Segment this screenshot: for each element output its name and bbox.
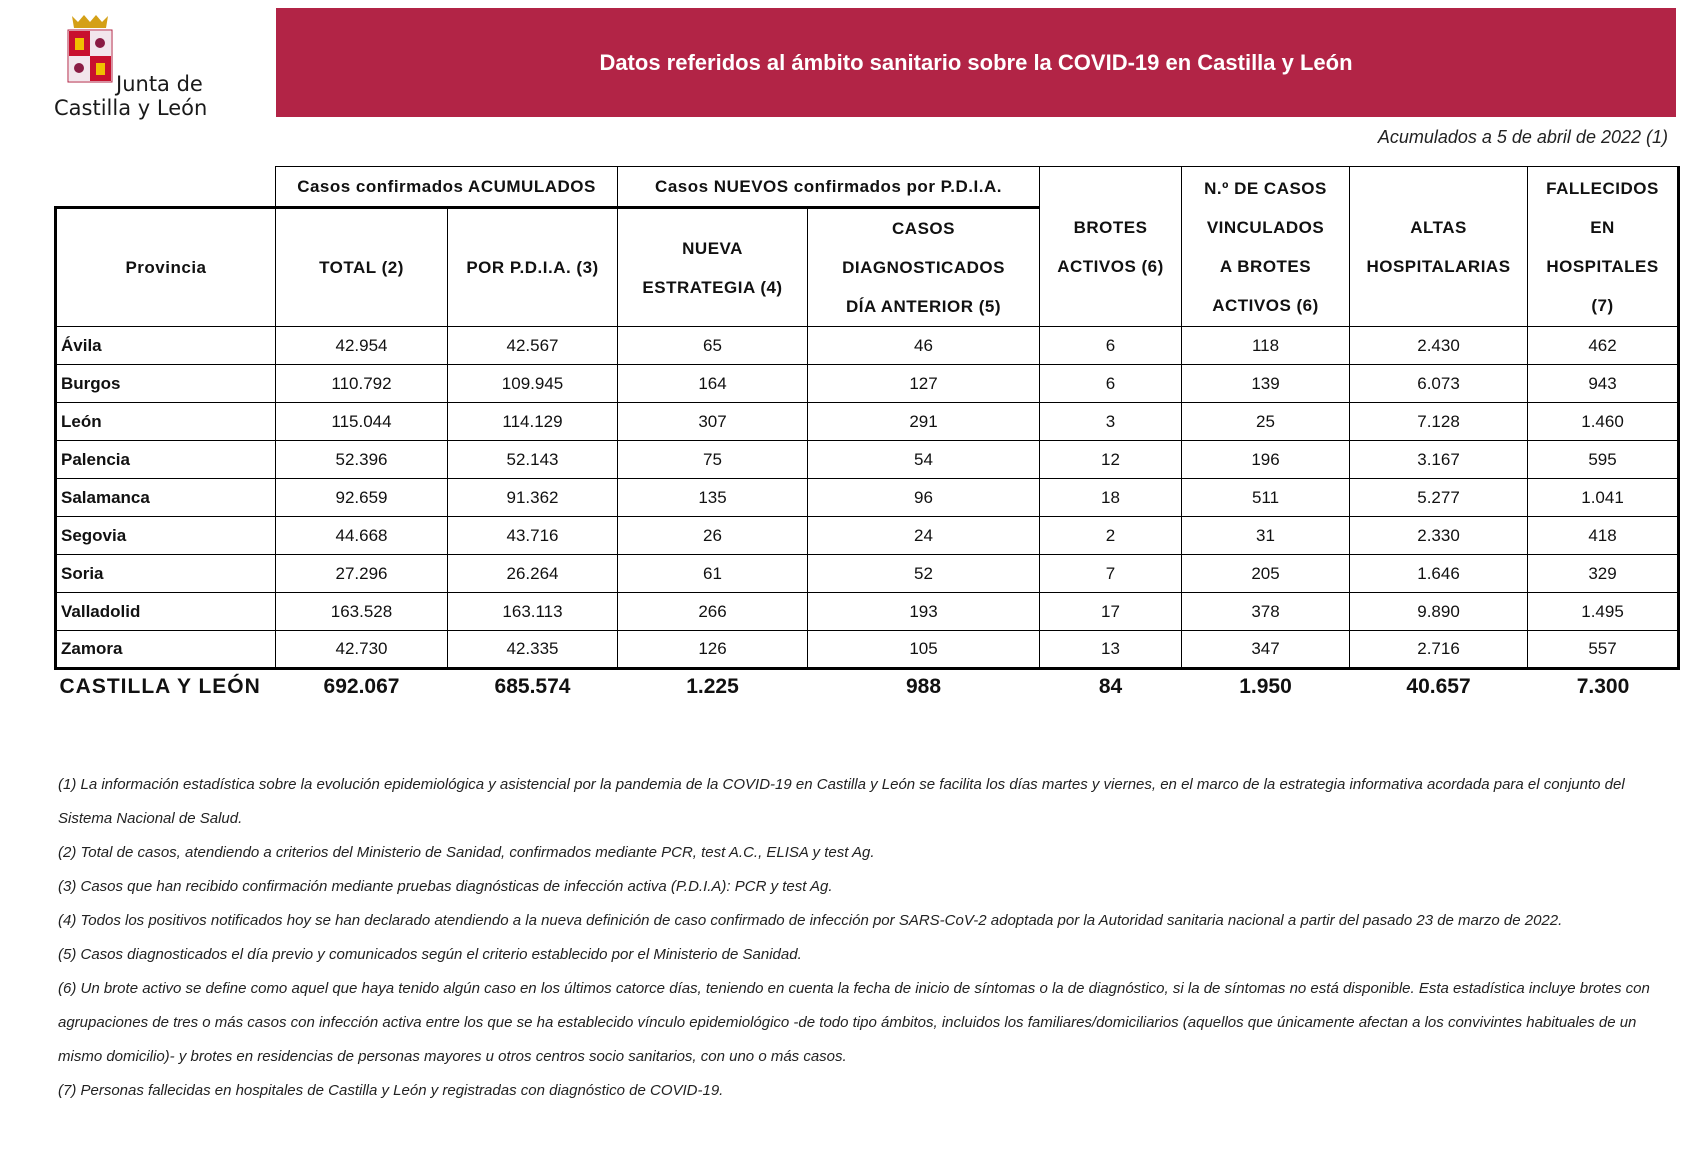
- data-cell: 18: [1040, 479, 1182, 517]
- accumulated-date: Acumulados a 5 de abril de 2022 (1): [1377, 127, 1668, 147]
- data-cell: 61: [618, 555, 808, 593]
- data-cell: 17: [1040, 593, 1182, 631]
- header-total: TOTAL (2): [276, 208, 448, 327]
- data-cell: 25: [1182, 403, 1350, 441]
- header-provincia: Provincia: [56, 208, 276, 327]
- total-cell: 40.657: [1406, 675, 1471, 698]
- header-altas-line: HOSPITALARIAS: [1366, 256, 1511, 276]
- data-cell: 7: [1040, 555, 1182, 593]
- data-cell: 26: [618, 517, 808, 555]
- province-name: Ávila: [56, 327, 276, 365]
- header-vinculados-line: A BROTES: [1219, 256, 1312, 276]
- data-cell: 7.128: [1350, 403, 1528, 441]
- footnotes: [58, 768, 1658, 1108]
- header-vinculados: [1182, 167, 1350, 327]
- data-cell: 1.041: [1528, 479, 1679, 517]
- data-cell: 105: [808, 631, 1040, 669]
- data-cell: 193: [808, 593, 1040, 631]
- data-cell: 3.167: [1350, 441, 1528, 479]
- total-cell: 1.225: [686, 675, 739, 698]
- data-cell: 3: [1040, 403, 1182, 441]
- total-cell: 84: [1098, 675, 1123, 698]
- data-cell: 12: [1040, 441, 1182, 479]
- header-brotes: [1040, 167, 1182, 327]
- footnote: (6) Un brote activo se define como aquel que haya tenido algún caso en los últimos catorce días, teniendo en cuenta la fecha de inicio de síntomas o la de diagnóstico, si la de síntomas no está disponible. Esta estadística incluye brotes con agrupaciones de tres o más casos con infección activa entre los que se ha establecido vínculo epidemiológico -de todo tipo ámbitos, incluidos los familiares/domiciliarios (aquellos que únicamente afectan a los convivintes habituales de un mismo domicilio)- y brotes en residencias de personas mayores u otros centros socio sanitarios, con uno o más casos.: [58, 980, 1650, 1065]
- header-blank: [56, 167, 276, 208]
- data-cell: 42.730: [276, 631, 448, 669]
- table-row: [56, 517, 1679, 555]
- total-cell: 685.574: [494, 675, 571, 698]
- data-cell: 6: [1040, 327, 1182, 365]
- header-altas: [1350, 167, 1528, 327]
- data-cell: 52.396: [276, 441, 448, 479]
- data-cell: 127: [808, 365, 1040, 403]
- data-cell: 24: [808, 517, 1040, 555]
- header-brotes-line: BROTES: [1073, 217, 1148, 237]
- coat-of-arms-icon: [66, 14, 114, 86]
- header-altas-line: ALTAS: [1410, 217, 1467, 237]
- data-cell: 52: [808, 555, 1040, 593]
- data-cell: 42.335: [448, 631, 618, 669]
- header-casos-line: CASOS: [892, 219, 955, 238]
- data-cell: 2: [1040, 517, 1182, 555]
- data-cell: 46: [808, 327, 1040, 365]
- footnote: (1) La información estadística sobre la evolución epidemiológica y asistencial por la pandemia de la COVID-19 en Castilla y León se facilita los días martes y viernes, en el marco de la estrategia informativa acordada para el conjunto del Sistema Nacional de Salud.: [58, 776, 1625, 827]
- data-cell: 31: [1182, 517, 1350, 555]
- logo-text-junta: Junta de: [116, 72, 203, 96]
- header-por-pdia: POR P.D.I.A. (3): [448, 208, 618, 327]
- data-cell: 5.277: [1350, 479, 1528, 517]
- data-cell: 595: [1528, 441, 1679, 479]
- table-row: [56, 327, 1679, 365]
- data-cell: 6.073: [1350, 365, 1528, 403]
- data-cell: 2.716: [1350, 631, 1528, 669]
- data-cell: 163.113: [448, 593, 618, 631]
- data-cell: 163.528: [276, 593, 448, 631]
- total-label: CASTILLA Y LEÓN: [59, 675, 261, 698]
- header-casos-diagnosticados: [808, 208, 1040, 327]
- header-fallecidos-line: (7): [1591, 295, 1614, 315]
- header-fallecidos-line: FALLECIDOS: [1546, 178, 1659, 198]
- header-group-nuevos: Casos NUEVOS confirmados por P.D.I.A.: [618, 167, 1040, 208]
- province-name: Palencia: [56, 441, 276, 479]
- data-cell: 329: [1528, 555, 1679, 593]
- header-group-acumulados: Casos confirmados ACUMULADOS: [276, 167, 618, 208]
- province-name: Segovia: [56, 517, 276, 555]
- data-cell: 13: [1040, 631, 1182, 669]
- header-brotes-line: ACTIVOS (6): [1057, 256, 1164, 276]
- data-cell: 42.567: [448, 327, 618, 365]
- footnote: (3) Casos que han recibido confirmación mediante pruebas diagnósticas de infección activa (P.D.I.A): PCR y test Ag.: [58, 878, 833, 895]
- data-cell: 43.716: [448, 517, 618, 555]
- total-cell: 692.067: [323, 675, 400, 698]
- total-cell: 988: [905, 675, 942, 698]
- data-cell: 347: [1182, 631, 1350, 669]
- data-cell: 205: [1182, 555, 1350, 593]
- header-fallecidos-line: EN: [1590, 217, 1615, 237]
- data-cell: 291: [808, 403, 1040, 441]
- data-cell: 42.954: [276, 327, 448, 365]
- province-name: Salamanca: [56, 479, 276, 517]
- province-name: León: [56, 403, 276, 441]
- data-cell: 139: [1182, 365, 1350, 403]
- page-title: Datos referidos al ámbito sanitario sobre la COVID-19 en Castilla y León: [599, 49, 1353, 75]
- province-name: Soria: [56, 555, 276, 593]
- total-row: [56, 669, 1679, 705]
- table-row: [56, 441, 1679, 479]
- data-cell: 26.264: [448, 555, 618, 593]
- header-fallecidos-line: HOSPITALES: [1546, 256, 1659, 276]
- header-casos-line: DIAGNOSTICADOS: [842, 258, 1005, 277]
- data-cell: 109.945: [448, 365, 618, 403]
- data-cell: 2.430: [1350, 327, 1528, 365]
- data-cell: 52.143: [448, 441, 618, 479]
- header-nueva-line: NUEVA: [682, 238, 743, 258]
- data-cell: 418: [1528, 517, 1679, 555]
- table-row: [56, 631, 1679, 669]
- data-cell: 110.792: [276, 365, 448, 403]
- province-name: Zamora: [56, 631, 276, 669]
- data-cell: 118: [1182, 327, 1350, 365]
- footnote: (2) Total de casos, atendiendo a criterios del Ministerio de Sanidad, confirmados mediante PCR, test A.C., ELISA y test Ag.: [58, 844, 875, 861]
- data-cell: 9.890: [1350, 593, 1528, 631]
- data-cell: 462: [1528, 327, 1679, 365]
- junta-logo: [52, 14, 222, 120]
- table-row: [56, 365, 1679, 403]
- data-cell: 1.460: [1528, 403, 1679, 441]
- total-cell: 1.950: [1239, 675, 1292, 698]
- data-cell: 54: [808, 441, 1040, 479]
- data-cell: 1.646: [1350, 555, 1528, 593]
- page-banner: [276, 8, 1676, 117]
- logo-text-castilla: Castilla y León: [54, 96, 208, 120]
- footnote: (4) Todos los positivos notificados hoy se han declarado atendiendo a la nueva definición de caso confirmado de infección por SARS-CoV-2 adoptada por la Autoridad sanitaria nacional a partir del pasado 23 de marzo de 2022.: [58, 912, 1563, 929]
- table-row: [56, 593, 1679, 631]
- header-vinculados-line: VINCULADOS: [1206, 217, 1325, 237]
- data-cell: 65: [618, 327, 808, 365]
- data-cell: 511: [1182, 479, 1350, 517]
- header-vinculados-line: ACTIVOS (6): [1212, 295, 1319, 315]
- header-nueva-estrategia: [618, 208, 808, 327]
- header-nueva-line: ESTRATEGIA (4): [642, 277, 783, 297]
- table-row: [56, 403, 1679, 441]
- data-cell: 2.330: [1350, 517, 1528, 555]
- data-cell: 92.659: [276, 479, 448, 517]
- province-name: Valladolid: [56, 593, 276, 631]
- data-cell: 27.296: [276, 555, 448, 593]
- table-row: [56, 555, 1679, 593]
- data-cell: 96: [808, 479, 1040, 517]
- header-casos-line: DÍA ANTERIOR (5): [846, 297, 1002, 316]
- data-cell: 44.668: [276, 517, 448, 555]
- data-cell: 378: [1182, 593, 1350, 631]
- data-cell: 135: [618, 479, 808, 517]
- data-cell: 164: [618, 365, 808, 403]
- data-cell: 115.044: [276, 403, 448, 441]
- covid-data-table: [54, 166, 1680, 704]
- data-cell: 1.495: [1528, 593, 1679, 631]
- data-cell: 307: [618, 403, 808, 441]
- header-vinculados-line: N.º DE CASOS: [1204, 178, 1327, 198]
- data-cell: 6: [1040, 365, 1182, 403]
- data-cell: 943: [1528, 365, 1679, 403]
- footnote: (5) Casos diagnosticados el día previo y comunicados según el criterio establecido por el Ministerio de Sanidad.: [58, 946, 802, 963]
- header-fallecidos: [1528, 167, 1679, 327]
- data-cell: 557: [1528, 631, 1679, 669]
- province-name: Burgos: [56, 365, 276, 403]
- total-cell: 7.300: [1576, 675, 1630, 698]
- data-cell: 126: [618, 631, 808, 669]
- data-cell: 196: [1182, 441, 1350, 479]
- data-cell: 114.129: [448, 403, 618, 441]
- footnote: (7) Personas fallecidas en hospitales de Castilla y León y registradas con diagnóstico de COVID-19.: [58, 1082, 724, 1099]
- data-cell: 91.362: [448, 479, 618, 517]
- data-cell: 266: [618, 593, 808, 631]
- table-row: [56, 479, 1679, 517]
- data-cell: 75: [618, 441, 808, 479]
